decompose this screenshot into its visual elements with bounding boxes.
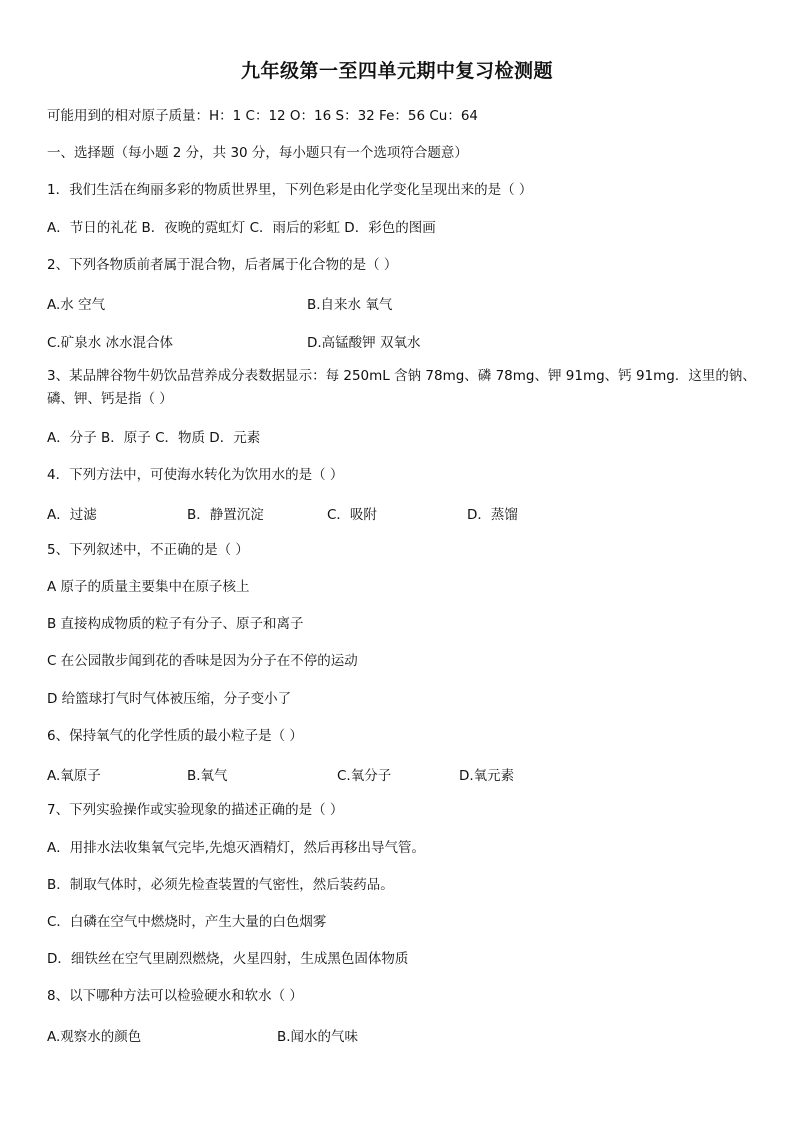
question-1-stem: 1．我们生活在绚丽多彩的物质世界里，下列色彩是由化学变化呈现出来的是（ ）	[47, 182, 533, 198]
question-3-stem: 3、某品牌谷物牛奶饮品营养成分表数据显示：每 250mL 含钠 78mg、磷 78mg、钾 91mg、钙 91mg．这里的钠、磷、钾、钙是指（ ）	[47, 368, 756, 407]
question-7-option-b: B．制取气体时，必须先检查装置的气密性，然后装药品。	[47, 877, 394, 893]
question-8-option-a: A.观察水的颜色	[47, 1029, 142, 1045]
question-6-option-c: C.氧分子	[337, 768, 392, 784]
question-4-stem: 4．下列方法中，可使海水转化为饮用水的是（ ）	[47, 467, 344, 483]
question-2-stem: 2、下列各物质前者属于混合物，后者属于化合物的是（ ）	[47, 257, 398, 273]
question-4-option-c: C．吸附	[327, 507, 377, 523]
question-2-option-d: D.高锰酸钾 双氧水	[307, 335, 421, 351]
question-5-option-c: C 在公园散步闻到花的香味是因为分子在不停的运动	[47, 653, 358, 669]
question-1-options: A．节日的礼花 B．夜晚的霓虹灯 C．雨后的彩虹 D．彩色的图画	[47, 220, 436, 236]
question-5-option-a: A 原子的质量主要集中在原子核上	[47, 579, 250, 595]
question-6-option-a: A.氧原子	[47, 768, 101, 784]
question-7-option-a: A．用排水法收集氧气完毕,先熄灭酒精灯，然后再移出导气管。	[47, 840, 426, 856]
question-7-option-d: D．细铁丝在空气里剧烈燃烧，火星四射，生成黑色固体物质	[47, 951, 409, 967]
question-5-option-d: D 给篮球打气时气体被压缩，分子变小了	[47, 691, 292, 707]
question-6-option-d: D.氧元素	[459, 768, 515, 784]
question-2-option-c: C.矿泉水 冰水混合体	[47, 335, 174, 351]
question-4-option-b: B．静置沉淀	[187, 507, 264, 523]
question-2-option-a: A.水 空气	[47, 297, 106, 313]
page-title: 九年级第一至四单元期中复习检测题	[240, 60, 553, 82]
question-6-option-b: B.氧气	[187, 768, 228, 784]
question-6-stem: 6、保持氧气的化学性质的最小粒子是（ ）	[47, 728, 303, 744]
question-5-stem: 5、下列叙述中，不正确的是（ ）	[47, 542, 249, 558]
question-3-options: A．分子 B．原子 C．物质 D．元素	[47, 430, 261, 446]
atomic-mass-note: 可能用到的相对原子质量：H：1 C：12 O：16 S：32 Fe：56 Cu：64	[47, 108, 479, 124]
question-4-option-d: D．蒸馏	[467, 507, 518, 523]
question-8-stem: 8、以下哪种方法可以检验硬水和软水（ ）	[47, 988, 303, 1004]
question-8-option-b: B.闻水的气味	[277, 1029, 359, 1045]
section-heading: 一、选择题（每小题 2 分，共 30 分，每小题只有一个选项符合题意）	[47, 145, 468, 161]
question-4-option-a: A．过滤	[47, 507, 97, 523]
question-2-option-b: B.自来水 氧气	[307, 297, 393, 313]
question-7-stem: 7、下列实验操作或实验现象的描述正确的是（ ）	[47, 802, 344, 818]
question-5-option-b: B 直接构成物质的粒子有分子、原子和离子	[47, 616, 304, 632]
question-7-option-c: C．白磷在空气中燃烧时，产生大量的白色烟雾	[47, 914, 327, 930]
